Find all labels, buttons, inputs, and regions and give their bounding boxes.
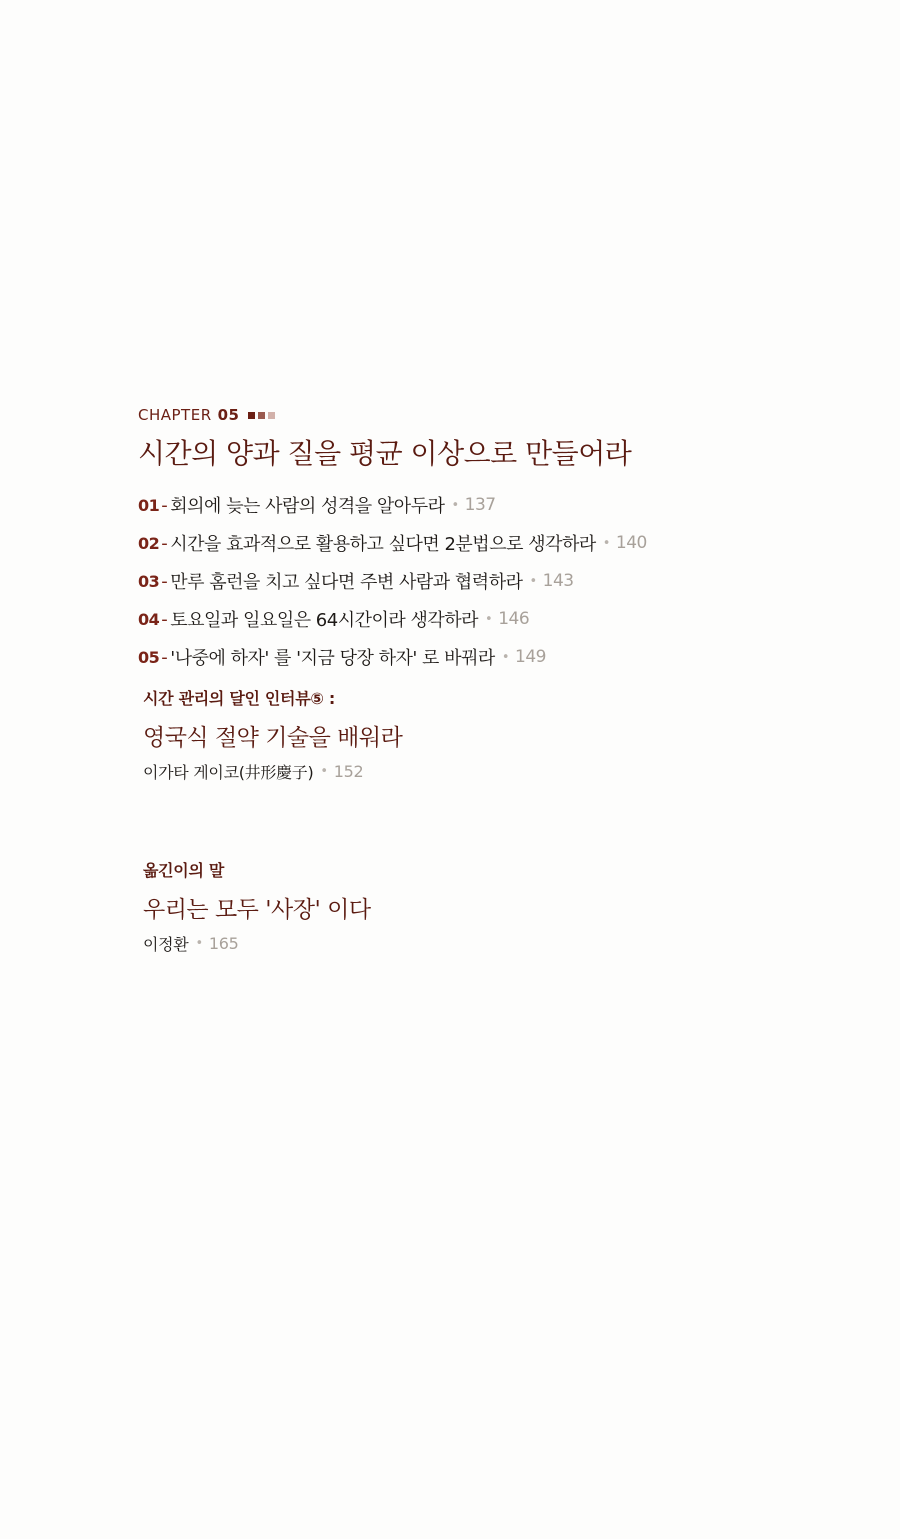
interview-author-line xyxy=(143,760,402,783)
toc-item-bullet: • xyxy=(501,649,509,665)
toc-item-title: 시간을 효과적으로 활용하고 싶다면 2분법으로 생각하라 xyxy=(170,534,596,555)
toc-item-page: 140 xyxy=(615,533,647,553)
toc-item-page: 146 xyxy=(498,609,530,629)
chapter-title: 시간의 양과 질을 평균 이상으로 만들어라 xyxy=(138,437,632,470)
afterword-heading: 옮긴이의 말 xyxy=(143,861,225,880)
toc-item-page: 137 xyxy=(464,495,496,515)
toc-item-dash: - xyxy=(161,608,168,630)
afterword-author-line xyxy=(143,932,371,955)
afterword-title: 우리는 모두 '사장' 이다 xyxy=(143,897,371,923)
chapter-label xyxy=(138,406,275,424)
afterword-page: 165 xyxy=(208,934,239,953)
toc-item-page: 143 xyxy=(542,571,574,591)
toc-item-number: 05 xyxy=(138,647,160,667)
toc-item-dash: - xyxy=(161,646,168,668)
toc-item-number: 02 xyxy=(138,533,160,553)
toc-item-bullet: • xyxy=(451,497,459,513)
toc-item-02[interactable] xyxy=(138,524,647,562)
toc-item-bullet: • xyxy=(602,535,610,551)
toc-item-01[interactable] xyxy=(138,486,647,524)
toc-item-number: 01 xyxy=(138,495,160,515)
toc-item-dash: - xyxy=(161,494,168,516)
toc-item-dash: - xyxy=(161,532,168,554)
interview-title: 영국식 절약 기술을 배워라 xyxy=(143,725,403,751)
toc-item-title: '나중에 하자' 를 '지금 당장 하자' 로 바꿔라 xyxy=(170,648,495,669)
toc-item-dash: - xyxy=(161,570,168,592)
marker-square-2 xyxy=(258,412,265,419)
toc-item-04[interactable] xyxy=(138,600,647,638)
toc-item-page: 149 xyxy=(515,647,546,667)
toc-item-bullet: • xyxy=(529,573,537,589)
afterword-author: 이정환 xyxy=(143,935,189,954)
marker-square-1 xyxy=(248,412,255,419)
toc-item-title: 토요일과 일요일은 64시간이라 생각하라 xyxy=(170,610,479,631)
interview-heading: 시간 관리의 달인 인터뷰⑤ : xyxy=(143,689,335,708)
toc-item-number: 04 xyxy=(138,609,160,629)
toc-item-title: 만루 홈런을 치고 싶다면 주변 사람과 협력하라 xyxy=(170,572,523,593)
interview-page: 152 xyxy=(333,762,364,781)
toc-item-03[interactable] xyxy=(138,562,647,600)
afterword-bullet: • xyxy=(195,936,203,951)
toc-item-05[interactable] xyxy=(138,638,647,676)
interview-bullet: • xyxy=(320,764,328,779)
chapter-label-text: CHAPTER xyxy=(138,406,212,424)
toc-list xyxy=(138,486,647,676)
interview-author: 이가타 게이코(井形慶子) xyxy=(143,763,314,782)
afterword-section[interactable] xyxy=(143,858,371,955)
toc-item-title: 회의에 늦는 사람의 성격을 알아두라 xyxy=(170,496,445,517)
toc-item-bullet: • xyxy=(485,611,493,627)
toc-item-number: 03 xyxy=(138,571,160,591)
chapter-marker-squares xyxy=(248,412,275,419)
marker-square-3 xyxy=(268,412,275,419)
interview-section[interactable] xyxy=(143,686,402,783)
chapter-number: 05 xyxy=(217,406,240,424)
